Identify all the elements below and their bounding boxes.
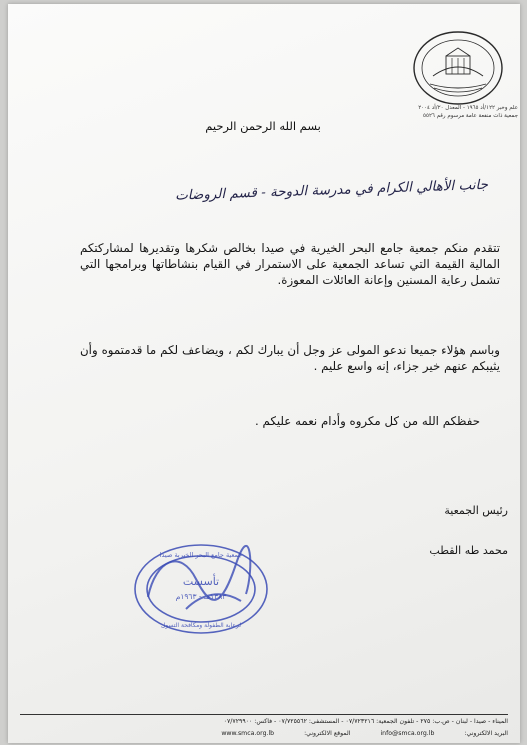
official-stamp-icon <box>126 539 276 639</box>
footer-address-line: الميناء - صيدا - لبنان - ص.ب: ٢٧٥ - تلفون الجمعية: ٠٧/٧٢٣٢١٦ - المستشفى: ٠٧/٧٢٥٥٦٢ - فاكس: ٠٧/٧٢٩٩٠٠ <box>223 718 508 725</box>
website-value: www.smca.org.lb <box>221 730 275 737</box>
registration-info <box>368 104 518 120</box>
footer-contact-line <box>108 730 508 737</box>
basmala: بسم الله الرحمن الرحيم <box>205 119 321 133</box>
registration-line-2: جمعية ذات منفعة عامة مرسوم رقم ٥٥٢٦ <box>423 113 518 119</box>
footer-email[interactable] <box>380 730 508 737</box>
email-label: البريد الالكتروني: <box>464 730 508 737</box>
body-paragraph-2: وباسم هؤلاء جميعا ندعو المولى عز وجل أن يبارك لكم ، ويضاعف لكم ما قدمتموه وأن يثيبكم عنهم خير جزاء، إنه واسع عليم . <box>80 343 500 374</box>
addressee-handwritten: جانب الأهالي الكرام في مدرسة الدوحة - قسم الروضات <box>174 176 489 204</box>
signatory-name: محمد طه القطب <box>429 544 508 557</box>
association-seal-logo-icon <box>408 28 508 108</box>
email-value: info@smca.org.lb <box>380 730 435 737</box>
footer-website[interactable] <box>221 730 350 737</box>
footer-divider <box>20 714 508 715</box>
body-paragraph-3: حفظكم الله من كل مكروه وأدام نعمه عليكم . <box>254 414 480 428</box>
letter-page <box>8 4 520 743</box>
body-paragraph-1: تتقدم منكم جمعية جامع البحر الخيرية في صيدا بخالص شكرها وتقديرها لمشاركتكم المالية القيمة التي تساعد الجمعية على الاستمرار في القيام بنشاطاتها وبرامجها التي تشمل رعاية المسنين وإعانة العائلات المعوزة. <box>80 241 500 288</box>
stamp-mid-text: تأسست <box>182 575 220 588</box>
stamp-outer-text: جمعية جامع البحر الخيرية صيدا <box>159 551 243 559</box>
stamp-year-text: ١٣٨٣هـ - ١٩٦٣م <box>175 592 227 601</box>
registration-line-1: علم وخبر ١٢٢/أد ١٩٦٥ - المعدل ٢٠/أد ٢٠٠٤ <box>418 105 518 111</box>
signatory-title: رئيس الجمعية <box>444 504 508 517</box>
stamp-bottom-text: لرعاية الطفولة ومكافحة التسول <box>160 622 242 629</box>
website-label: الموقع الالكتروني: <box>304 730 351 737</box>
